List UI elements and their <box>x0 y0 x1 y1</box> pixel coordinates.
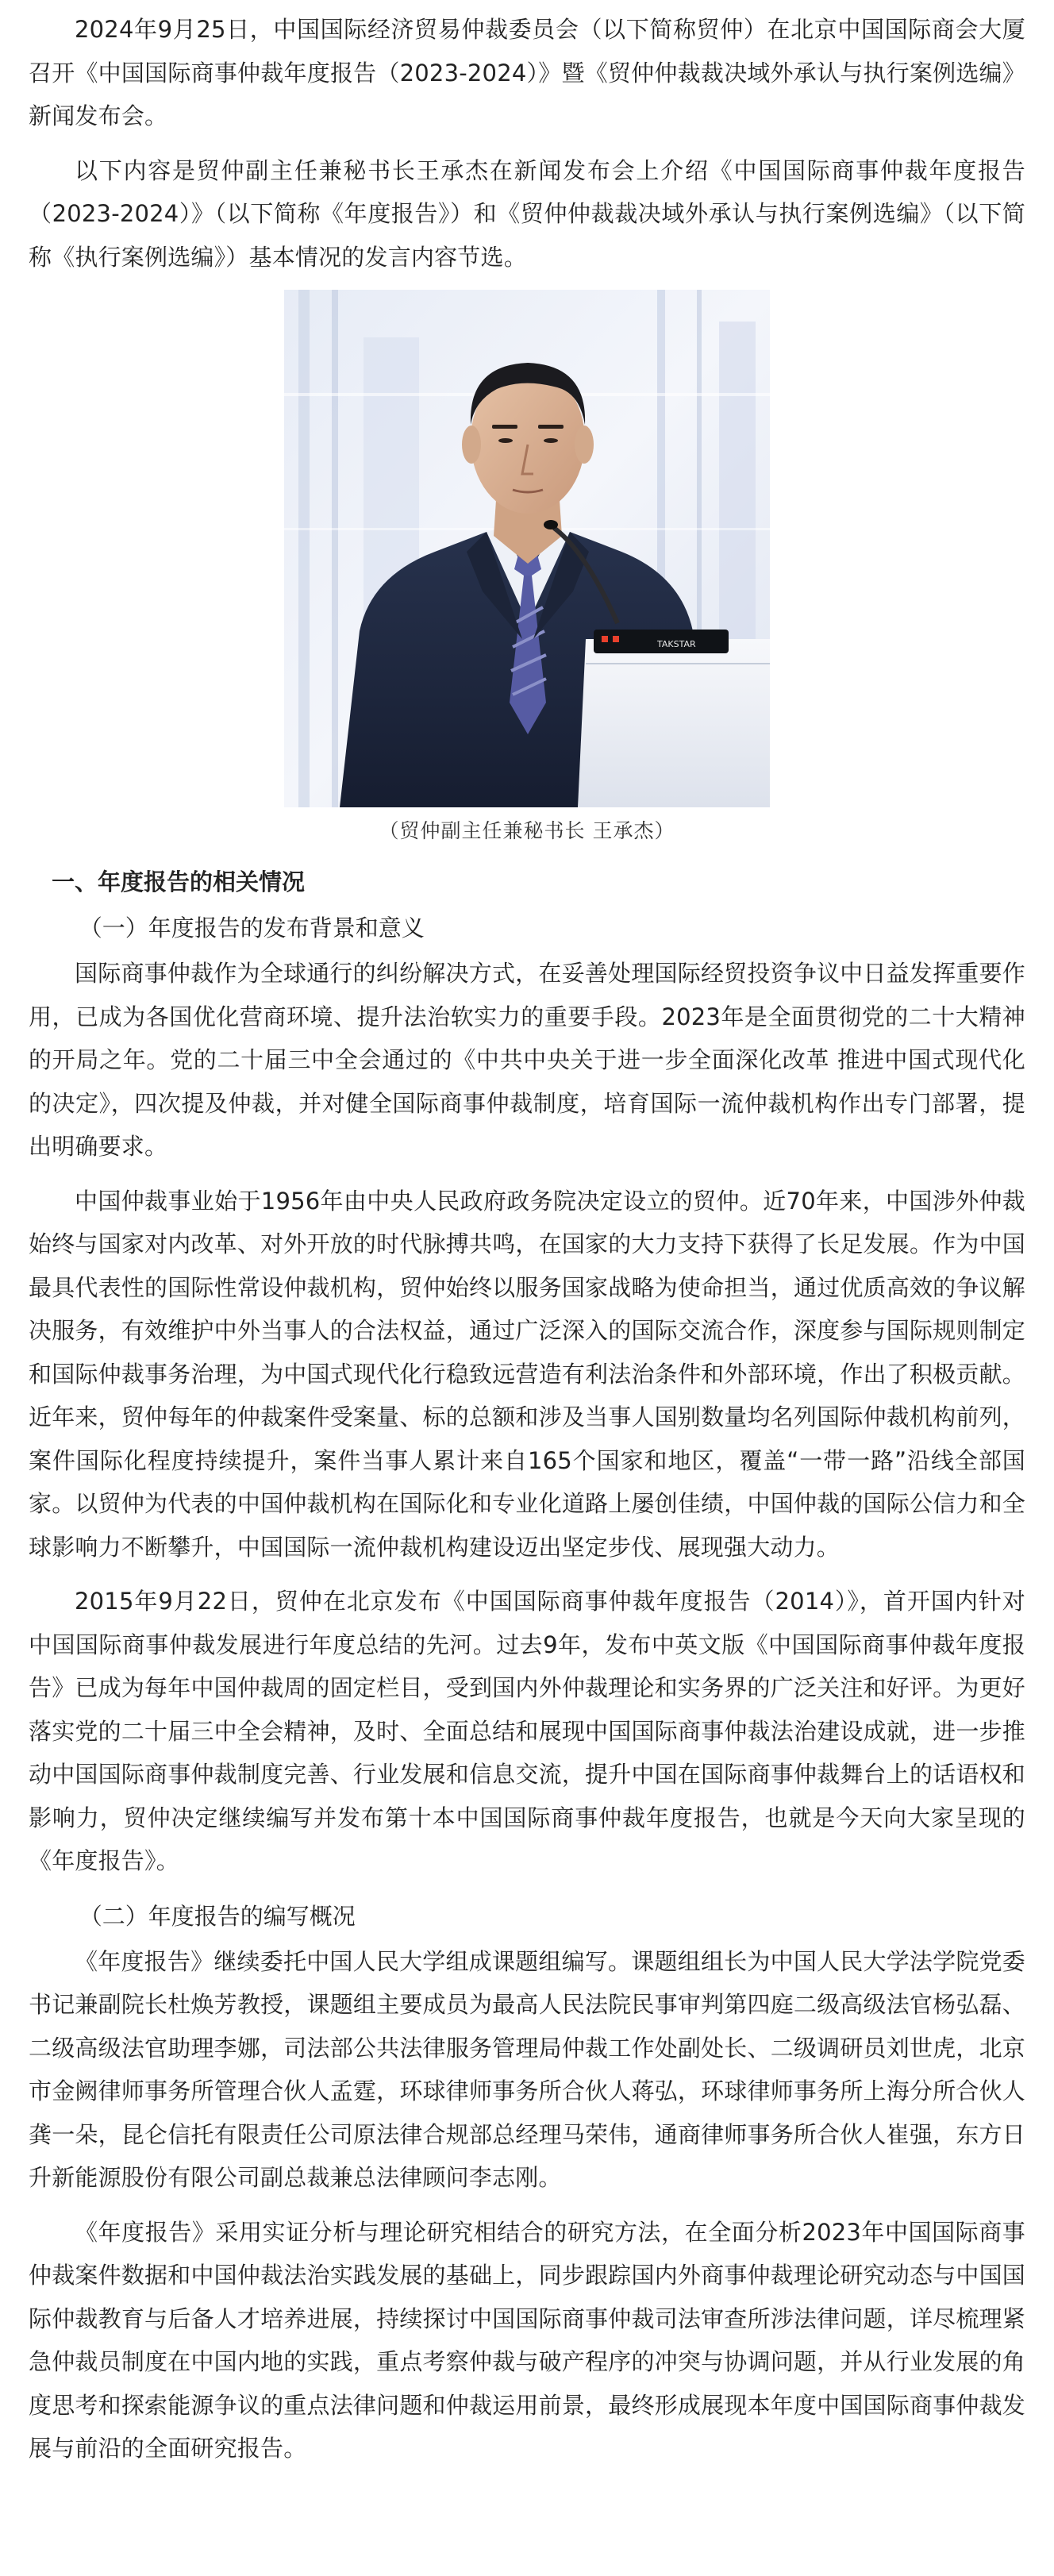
speaker-photo <box>284 290 770 807</box>
article <box>29 8 1025 2482</box>
sub2-paragraph-2: 《年度报告》采用实证分析与理论研究相结合的研究方法，在全面分析2023年中国国际商事仲裁案件数据和中国仲裁法治实践发展的基础上，同步跟踪国内外商事仲裁理论研究动态与中国国际仲裁教育与后备人才培养进展，持续探讨中国国际商事仲裁司法审查所涉法律问题，详尽梳理紧急仲裁员制度在中国内地的实践，重点考察仲裁与破产程序的冲突与协调问题，并从行业发展的角度思考和探索能源争议的重点法律问题和仲裁运用前景，最终形成展现本年度中国国际商事仲裁发展与前沿的全面研究报告。 <box>29 2218 1025 2462</box>
speaker-figure <box>29 290 1025 845</box>
intro-paragraph-2: 以下内容是贸仲副主任兼秘书长王承杰在新闻发布会上介绍《中国国际商事仲裁年度报告（2023-2024）》（以下简称《年度报告》）和《贸仲仲裁裁决域外承认与执行案例选编》（以下简称《执行案例选编》）基本情况的发言内容节选。 <box>29 156 1025 271</box>
sub1-paragraph-1: 国际商事仲裁作为全球通行的纠纷解决方式，在妥善处理国际经贸投资争议中日益发挥重要作用，已成为各国优化营商环境、提升法治软实力的重要手段。2023年是全面贯彻党的二十大精神的开局之年。党的二十届三中全会通过的《中共中央关于进一步全面深化改革 推进中国式现代化的决定》，四次提及仲裁，并对健全国际商事仲裁制度，培育国际一流仲裁机构作出专门部署，提出明确要求。 <box>29 960 1025 1160</box>
podium-brand-label: TAKSTAR <box>657 639 696 649</box>
figure-caption: （贸仲副主任兼秘书长 王承杰） <box>379 819 675 842</box>
sub1-paragraph-2: 中国仲裁事业始于1956年由中央人民政府政务院决定设立的贸仲。近70年来，中国涉外仲裁始终与国家对内改革、对外开放的时代脉搏共鸣，在国家的大力支持下获得了长足发展。作为中国最具代表性的国际性常设仲裁机构，贸仲始终以服务国家战略为使命担当，通过优质高效的争议解决服务，有效维护中外当事人的合法权益，通过广泛深入的国际交流合作，深度参与国际规则制定和国际仲裁事务治理，为中国式现代化行稳致远营造有利法治条件和外部环境，作出了积极贡献。近年来，贸仲每年的仲裁案件受案量、标的总额和涉及当事人国别数量均名列国际仲裁机构前列，案件国际化程度持续提升，案件当事人累计来自165个国家和地区，覆盖“一带一路”沿线全部国家。以贸仲为代表的中国仲裁机构在国际化和专业化道路上屡创佳绩，中国仲裁的国际公信力和全球影响力不断攀升，中国国际一流仲裁机构建设迈出坚定步伐、展现强大动力。 <box>29 1187 1025 1561</box>
section1-sub1-heading: （一）年度报告的发布背景和意义 <box>79 914 425 941</box>
intro-paragraph-1: 2024年9月25日，中国国际经济贸易仲裁委员会（以下简称贸仲）在北京中国国际商会大厦召开《中国国际商事仲裁年度报告（2023-2024）》暨《贸仲仲裁裁决域外承认与执行案例选编》新闻发布会。 <box>29 16 1025 129</box>
section1-sub2-heading: （二）年度报告的编写概况 <box>79 1902 356 1930</box>
sub2-paragraph-1: 《年度报告》继续委托中国人民大学组成课题组编写。课题组组长为中国人民大学法学院党委书记兼副院长杜焕芳教授，课题组主要成员为最高人民法院民事审判第四庭二级高级法官杨弘磊、二级高级法官助理李娜，司法部公共法律服务管理局仲裁工作处副处长、二级调研员刘世虎，北京市金阙律师事务所管理合伙人孟霆，环球律师事务所合伙人蒋弘，环球律师事务所上海分所合伙人龚一朵，昆仑信托有限责任公司原法律合规部总经理马荣伟，通商律师事务所合伙人崔强，东方日升新能源股份有限公司副总裁兼总法律顾问李志刚。 <box>29 1947 1025 2191</box>
section1-heading: 一、年度报告的相关情况 <box>52 868 306 895</box>
sub1-paragraph-3: 2015年9月22日，贸仲在北京发布《中国国际商事仲裁年度报告（2014）》，首开国内针对中国国际商事仲裁发展进行年度总结的先河。过去9年，发布中英文版《中国国际商事仲裁年度报告》已成为每年中国仲裁周的固定栏目，受到国内外仲裁理论和实务界的广泛关注和好评。为更好落实党的二十届三中全会精神，及时、全面总结和展现中国国际商事仲裁法治建设成就，进一步推动中国国际商事仲裁制度完善、行业发展和信息交流，提升中国在国际商事仲裁舞台上的话语权和影响力，贸仲决定继续编写并发布第十本中国国际商事仲裁年度报告，也就是今天向大家呈现的《年度报告》。 <box>29 1588 1025 1874</box>
